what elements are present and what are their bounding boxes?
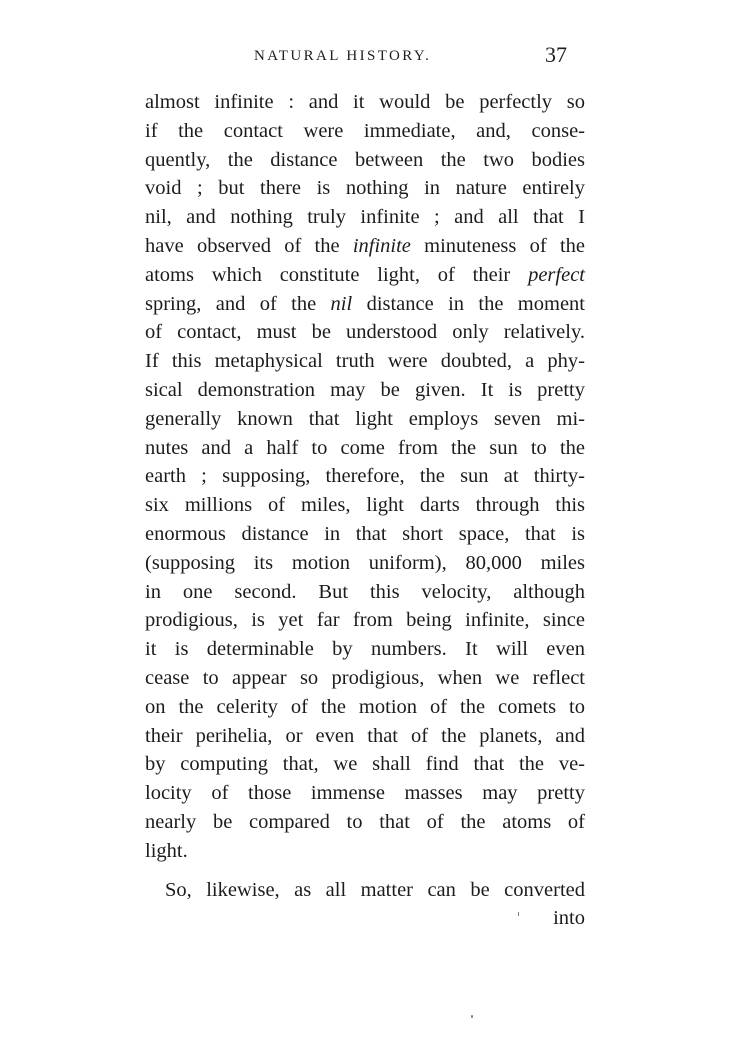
- text-run: have observed of the: [145, 234, 353, 257]
- text-run: atoms which constitute light, of their: [145, 263, 529, 286]
- text-line: So, likewise, as all matter can be converted: [165, 878, 585, 901]
- catchword: into: [553, 907, 585, 930]
- italic-word: infinite: [352, 234, 411, 257]
- text-line: [145, 261, 585, 290]
- page-number: 37: [545, 42, 567, 67]
- italic-word: perfect: [528, 263, 585, 286]
- text-line: [145, 232, 585, 261]
- paragraph-gap: [145, 866, 585, 876]
- paragraph: [145, 876, 585, 934]
- text-line: in one second. But this velocity, although: [145, 580, 585, 603]
- text-line: if the contact were immediate, and, conse-: [145, 119, 585, 142]
- ink-speck: [471, 1015, 473, 1018]
- text-line: nil, and nothing truly infinite ; and all that I: [145, 206, 585, 229]
- text-line: their perihelia, or even that of the planets, and: [145, 724, 585, 747]
- text-line: six millions of miles, light darts through this: [145, 494, 585, 517]
- text-run: distance in the moment: [352, 292, 585, 315]
- text-line: nutes and a half to come from the sun to the: [145, 436, 585, 459]
- text-line: on the celerity of the motion of the comets to: [145, 695, 585, 718]
- text-line: cease to appear so prodigious, when we reflect: [145, 666, 585, 689]
- text-line: prodigious, is yet far from being infinite, since: [145, 609, 585, 632]
- running-title: NATURAL HISTORY.: [254, 48, 432, 64]
- text-run: minuteness of the: [410, 234, 585, 257]
- text-line: If this metaphysical truth were doubted, a phy-: [145, 350, 585, 373]
- text-line: enormous distance in that short space, that is: [145, 522, 585, 545]
- text-run: spring, and of the: [145, 292, 331, 315]
- text-line: void ; but there is nothing in nature entirely: [145, 177, 585, 200]
- text-line: [145, 290, 585, 319]
- text-line: (supposing its motion uniform), 80,000 miles: [145, 551, 585, 574]
- text-line: it is determinable by numbers. It will even: [145, 638, 585, 661]
- text-line: locity of those immense masses may pretty: [145, 782, 585, 805]
- text-line: almost infinite : and it would be perfectly so: [145, 91, 585, 113]
- text-line: sical demonstration may be given. It is pretty: [145, 378, 585, 401]
- text-line: light.: [145, 839, 188, 862]
- text-line: generally known that light employs seven mi-: [145, 407, 585, 430]
- paragraph: [145, 88, 585, 866]
- text-line: by computing that, we shall find that the ve-: [145, 753, 585, 776]
- text-line: earth ; supposing, therefore, the sun at thirty-: [145, 465, 585, 488]
- text-line: nearly be compared to that of the atoms of: [145, 810, 585, 833]
- ink-speck: [518, 912, 519, 916]
- running-head: [0, 42, 750, 72]
- italic-word: nil: [330, 292, 353, 315]
- body-text: [145, 88, 585, 933]
- text-line: of contact, must be understood only relatively.: [145, 321, 585, 344]
- text-line: quently, the distance between the two bodies: [145, 148, 585, 171]
